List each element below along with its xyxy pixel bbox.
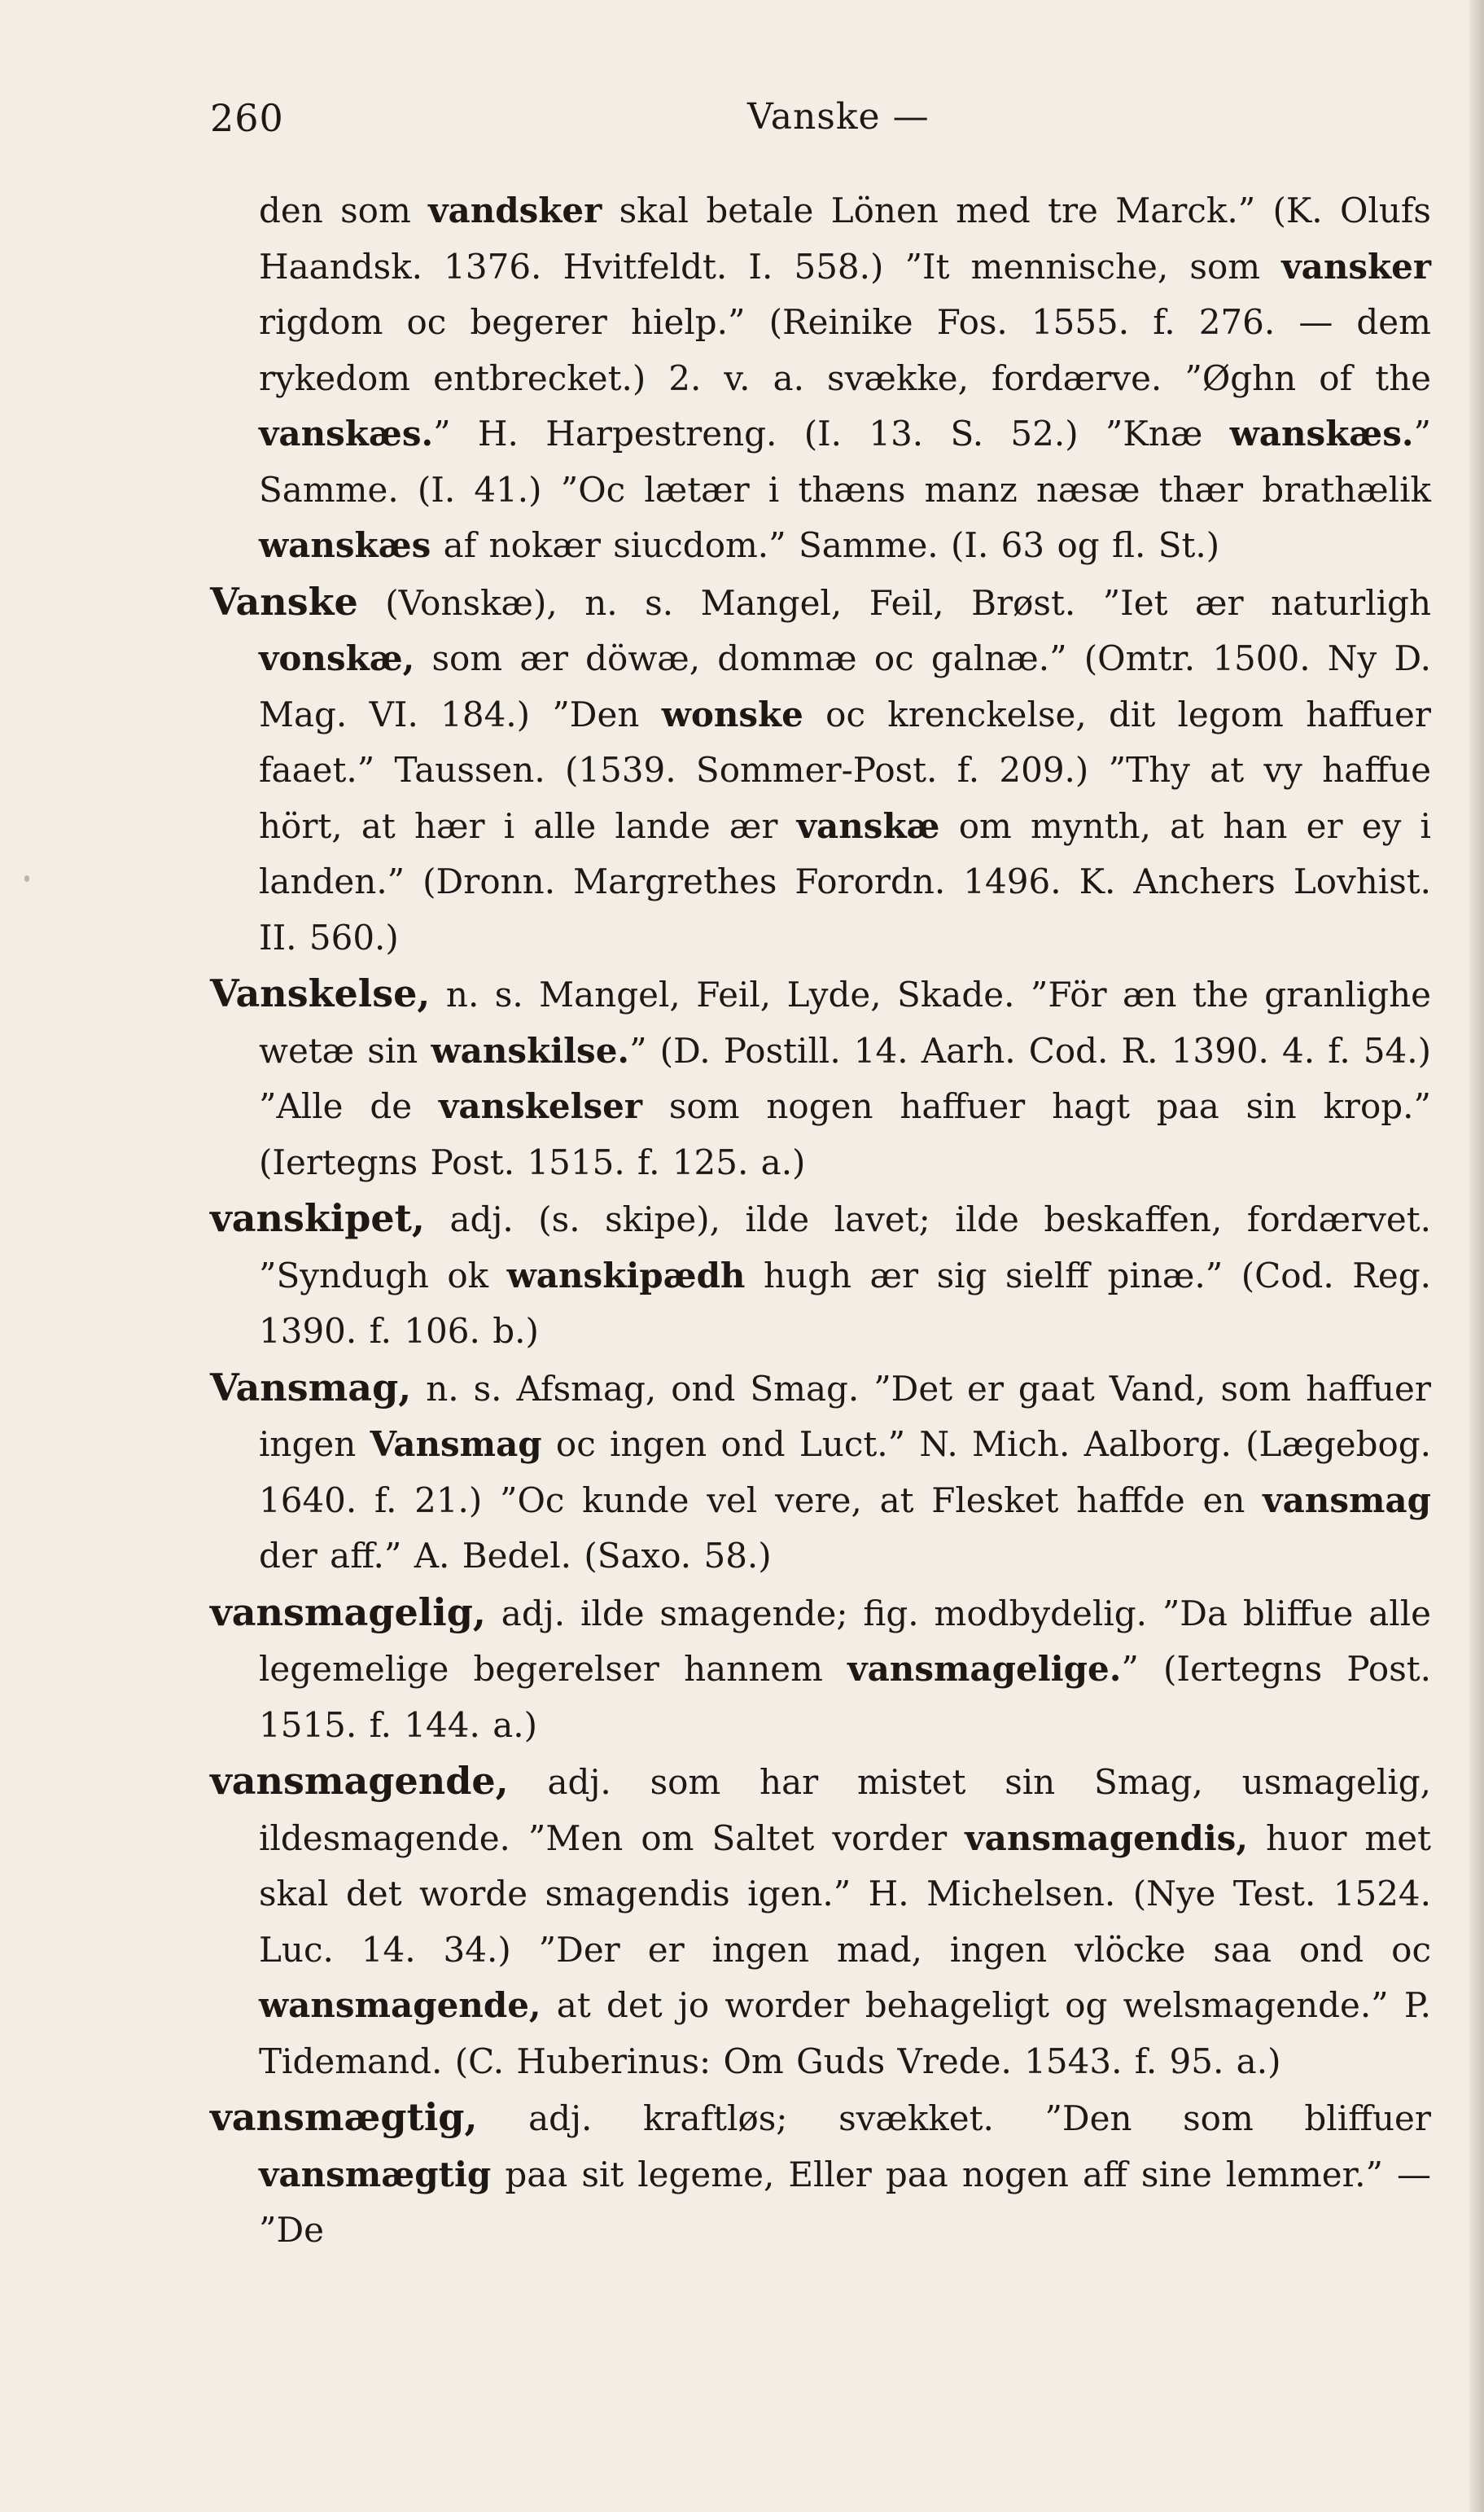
entry-text: skal betale Lönen med tre Marck.” (K. Olufs Haandsk. 1376. Hvitfeldt. I. 558.) ”It mennische, som xyxy=(259,191,1431,287)
dictionary-entry xyxy=(210,966,1431,1190)
quoted-form: wanskipædh xyxy=(506,1255,746,1295)
entry-text: af nokær siucdom.” Samme. (I. 63 og fl. St.) xyxy=(431,525,1220,565)
quoted-form: vansmag xyxy=(1263,1480,1431,1520)
entry-text: om mynth, at han er ey i landen.” (Dronn. Margrethes Forordn. 1496. K. Anchers Lovhist. II. 560.) xyxy=(259,805,1431,958)
entry-text: ” Samme. (I. 41.) ”Oc lætær i thæns manz næsæ thær brathælik xyxy=(259,414,1431,510)
entry-text: adj. som har mistet sin Smag, usmagelig, ildesmagende. ”Men om Saltet vorder xyxy=(259,1762,1431,1858)
entry-text: at det jo worder behageligt og welsmagende.” P. Tidemand. (C. Huberinus: Om Guds Vrede. 1543. f. 95. a.) xyxy=(259,1985,1431,2081)
entry-text: n. s. Afsmag, ond Smag. ”Det er gaat Vand, som haffuer ingen xyxy=(259,1368,1431,1464)
entry-text: adj. kraftløs; svækket. ”Den som bliffuer xyxy=(477,2098,1431,2138)
entry-text: ” (D. Postill. 14. Aarh. Cod. R. 1390. 4. f. 54.) ”Alle de xyxy=(259,1030,1431,1126)
dictionary-entry xyxy=(210,183,1431,574)
entry-text: ” (Iertegns Post. 1515. f. 144. a.) xyxy=(259,1649,1431,1745)
entry-text: adj. (s. skipe), ilde lavet; ilde beskaffen, fordærvet. ”Syndugh ok xyxy=(259,1199,1431,1295)
quoted-form: wanskæs xyxy=(259,525,431,565)
quoted-form: vansmagelige. xyxy=(847,1649,1122,1689)
dictionary-entry xyxy=(210,1585,1431,1754)
entry-text: ” H. Harpestreng. (I. 13. S. 52.) ”Knæ xyxy=(433,414,1230,454)
quoted-form: vonskæ, xyxy=(259,638,415,678)
entry-text: adj. ilde smagende; fig. modbydelig. ”Da bliffue alle legemelige begerelser hannem xyxy=(259,1593,1431,1689)
page-edge xyxy=(1469,0,1484,2512)
quoted-form: vansker xyxy=(1281,246,1431,287)
quoted-form: wansmagende, xyxy=(259,1985,541,2025)
running-head xyxy=(210,96,1431,153)
entry-headword: Vanskelse, xyxy=(210,971,431,1015)
entry-text: oc ingen ond Luct.” N. Mich. Aalborg. (Lægebog. 1640. f. 21.) ”Oc kunde vel vere, at Flesket haffde en xyxy=(259,1424,1431,1520)
entry-headword: vansmagende, xyxy=(210,1759,509,1803)
entry-text: n. s. Mangel, Feil, Lyde, Skade. ”För æn the granlighe wetæ sin xyxy=(259,975,1431,1071)
entry-headword: Vanske xyxy=(210,579,358,624)
dictionary-entry xyxy=(210,1360,1431,1585)
quoted-form: vandsker xyxy=(428,191,602,230)
entry-text: paa sit legeme, Eller paa nogen aff sine lemmer.” — ”De xyxy=(259,2154,1431,2250)
entry-text: rigdom oc begerer hielp.” (Reinike Fos. 1555. f. 276. — dem rykedom entbrecket.) 2. v. a. svække, fordærve. ”Øghn of the xyxy=(259,302,1431,398)
entry-text: huor met skal det worde smagendis igen.” H. Michelsen. (Nye Test. 1524. Luc. 14. 34.) ”Der er ingen mad, ingen vlöcke saa ond oc xyxy=(259,1817,1431,1970)
entry-text: som nogen haffuer hagt paa sin krop.” (Iertegns Post. 1515. f. 125. a.) xyxy=(259,1086,1431,1182)
entry-text: (Vonskæ), n. s. Mangel, Feil, Brøst. ”Iet ær naturligh xyxy=(357,582,1431,623)
quoted-form: vansmagendis, xyxy=(965,1817,1248,1858)
entry-headword: vansmagelig, xyxy=(210,1589,486,1634)
quoted-form: wanskæs. xyxy=(1229,414,1414,454)
dictionary-entry xyxy=(210,1190,1431,1360)
quoted-form: Vansmag xyxy=(370,1424,542,1464)
entry-text: hugh ær sig sielff pinæ.” (Cod. Reg. 1390. f. 106. b.) xyxy=(259,1255,1431,1351)
quoted-form: vansmægtig xyxy=(259,2154,492,2194)
entry-headword: vanskipet, xyxy=(210,1196,425,1240)
entry-text: oc krenckelse, dit legom haffuer faaet.” Taussen. (1539. Sommer-Post. f. 209.) ”Thy at vy haffue hört, at hær i alle lande ær xyxy=(259,694,1431,846)
entry-headword: Vansmag, xyxy=(210,1365,412,1409)
dictionary-entry xyxy=(210,2089,1431,2259)
ink-blot xyxy=(24,875,29,882)
quoted-form: vanskæ xyxy=(796,805,940,846)
dictionary-text xyxy=(210,183,1431,2259)
entry-text: som ær döwæ, dommæ oc galnæ.” (Omtr. 1500. Ny D. Mag. VI. 184.) ”Den xyxy=(259,638,1431,734)
entry-headword: vansmægtig, xyxy=(210,2095,478,2139)
quoted-form: vanskæs. xyxy=(259,414,434,454)
quoted-form: wanskilse. xyxy=(431,1030,630,1071)
running-head-word: Vanske — xyxy=(747,96,930,138)
quoted-form: vanskelser xyxy=(438,1086,643,1126)
quoted-form: wonske xyxy=(661,694,803,734)
entry-text: den som xyxy=(259,191,429,230)
page-number: 260 xyxy=(210,96,284,140)
dictionary-entry xyxy=(210,574,1431,967)
entry-text: der aff.” A. Bedel. (Saxo. 58.) xyxy=(259,1536,772,1576)
dictionary-entry xyxy=(210,1753,1431,2089)
